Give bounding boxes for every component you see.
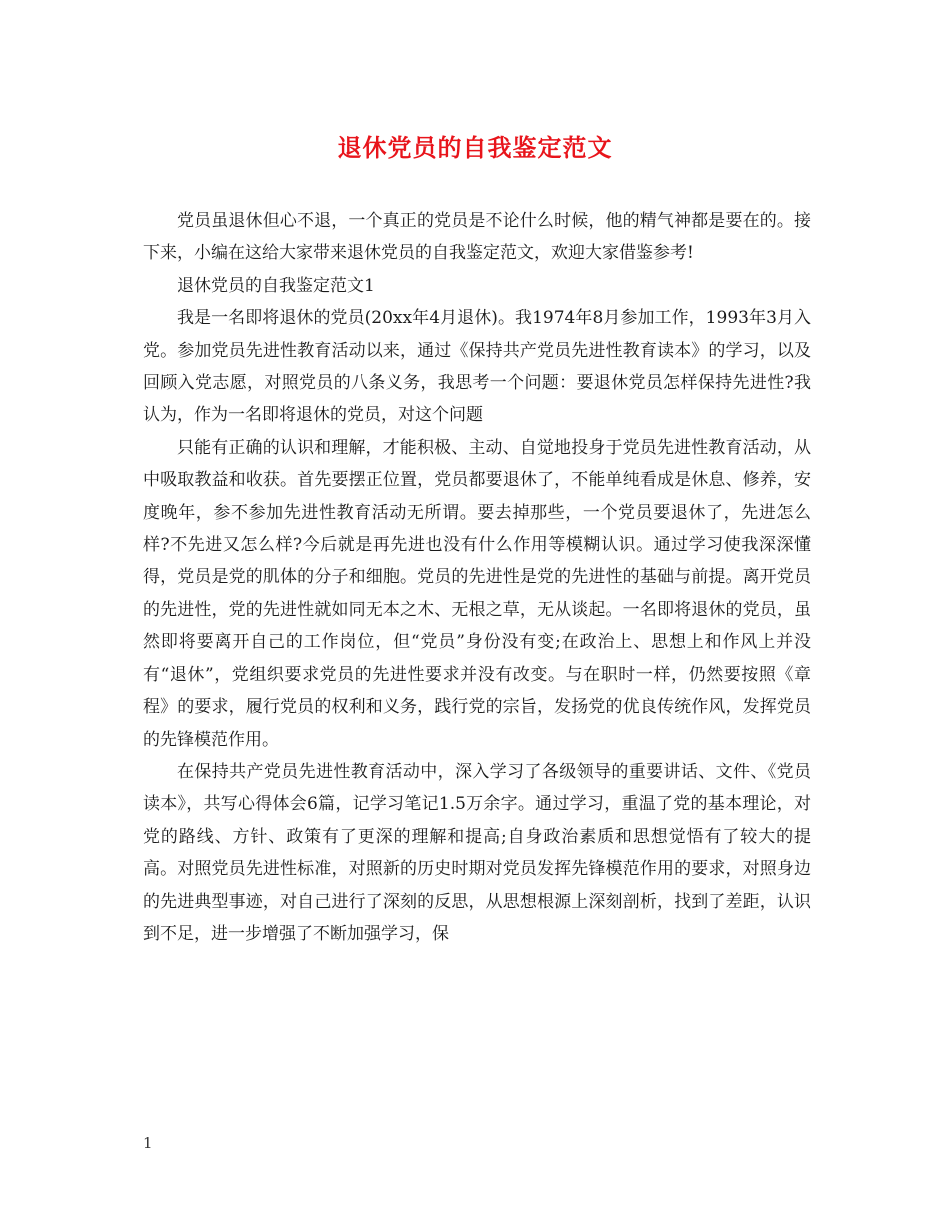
- document-title: 退休党员的自我鉴定范文: [337, 133, 613, 162]
- body-paragraph: 我是一名即将退休的党员(20xx年4月退休)。我1974年8月参加工作，1993年3月入党。参加党员先进性教育活动以来，通过《保持共产党员先进性教育读本》的学习，以及回顾入党志愿，对照党员的八条义务，我思考一个问题：要退休党员怎样保持先进性?我认为，作为一名即将退休的党员，对这个问题: [143, 308, 811, 426]
- section-heading: 退休党员的自我鉴定范文1: [177, 275, 375, 296]
- body-paragraph: 在保持共产党员先进性教育活动中，深入学习了各级领导的重要讲话、文件、《党员读本》，共写心得体会6篇，记学习笔记1.5万余字。通过学习，重温了党的基本理论，对党的路线、方针、政策有了更深的理解和提高;自身政治素质和思想觉悟有了较大的提高。对照党员先进性标准，对照新的历史时期对党员发挥先锋模范作用的要求，对照身边的先进典型事迹，对自己进行了深刻的反思，从思想根源上深刻剖析，找到了差距，认识到不足，进一步增强了不断加强学习，保: [143, 761, 811, 944]
- document-body: [143, 205, 811, 950]
- page-number: 1: [143, 1134, 153, 1152]
- body-paragraph: 只能有正确的认识和理解，才能积极、主动、自觉地投身于党员先进性教育活动，从中吸取教益和收获。首先要摆正位置，党员都要退休了，不能单纯看成是休息、修养，安度晚年，参不参加先进性教育活动无所谓。要去掉那些，一个党员要退休了，先进怎么样?不先进又怎么样?今后就是再先进也没有什么作用等模糊认识。通过学习使我深深懂得，党员是党的肌体的分子和细胞。党员的先进性是党的先进性的基础与前提。离开党员的先进性，党的先进性就如同无本之木、无根之草，无从谈起。一名即将退休的党员，虽然即将要离开自己的工作岗位，但“党员”身份没有变;在政治上、思想上和作风上并没有“退休”，党组织要求党员的先进性要求并没有改变。与在职时一样，仍然要按照《章程》的要求，履行党员的权利和义务，践行党的宗旨，发扬党的优良传统作风，发挥党员的先锋模范作用。: [143, 437, 811, 750]
- intro-paragraph: 党员虽退休但心不退，一个真正的党员是不论什么时候，他的精气神都是要在的。接下来，小编在这给大家带来退休党员的自我鉴定范文，欢迎大家借鉴参考!: [143, 211, 811, 264]
